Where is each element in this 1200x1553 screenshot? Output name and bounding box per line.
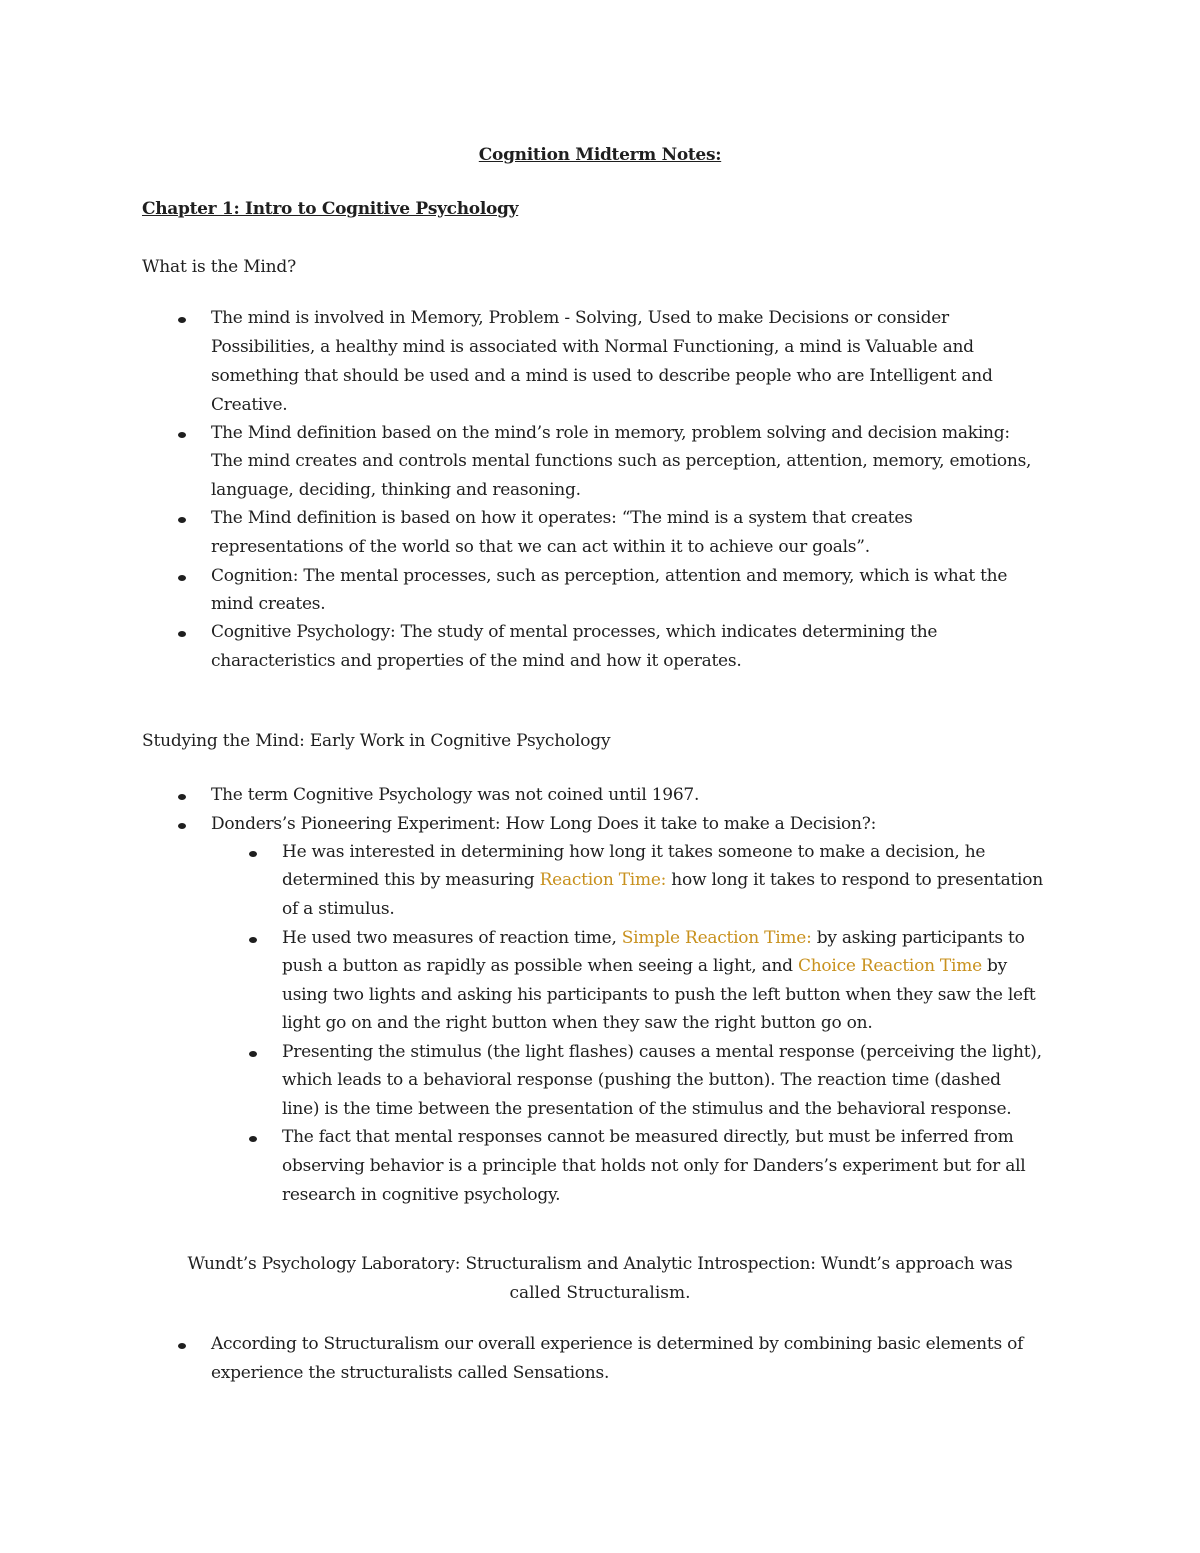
list-item-line: Possibilities, a healthy mind is associated with Normal Functioning, a mind is Valuable and bbox=[211, 337, 974, 357]
section-heading-wundt-cont: called Structuralism. bbox=[509, 1283, 691, 1303]
term-reaction-time: Reaction Time: bbox=[539, 870, 667, 890]
bullet-icon bbox=[178, 631, 186, 637]
list-item-line: Creative. bbox=[211, 395, 288, 415]
bullet-icon bbox=[178, 794, 186, 800]
bullet-icon bbox=[249, 1051, 257, 1057]
list-item-line: Donders’s Pioneering Experiment: How Long Does it take to make a Decision?: bbox=[211, 814, 877, 834]
text-run: how long it takes to respond to presentation bbox=[666, 870, 1043, 890]
list-item-line: representations of the world so that we can act within it to achieve our goals”. bbox=[211, 537, 870, 557]
list-item-line: Cognitive Psychology: The study of mental processes, which indicates determining the bbox=[211, 622, 938, 642]
bullet-icon bbox=[178, 1343, 186, 1349]
text-run: push a button as rapidly as possible when seeing a light, and bbox=[282, 956, 798, 976]
list-item-line: The mind creates and controls mental functions such as perception, attention, memory, emotions, bbox=[211, 451, 1032, 471]
list-item-line: mind creates. bbox=[211, 594, 326, 614]
list-item-line bbox=[282, 928, 1025, 948]
list-item-line: characteristics and properties of the mind and how it operates. bbox=[211, 651, 742, 671]
list-item-line: using two lights and asking his participants to push the left button when they saw the left bbox=[282, 985, 1036, 1005]
list-item-line: According to Structuralism our overall experience is determined by combining basic elements of bbox=[211, 1334, 1024, 1354]
list-item-line: experience the structuralists called Sensations. bbox=[211, 1363, 610, 1383]
term-simple-reaction-time: Simple Reaction Time: bbox=[621, 928, 812, 948]
list-item-line: He was interested in determining how long it takes someone to make a decision, he bbox=[282, 842, 986, 862]
bullet-icon bbox=[178, 517, 186, 523]
list-item-line: light go on and the right button when they saw the right button go on. bbox=[282, 1013, 873, 1033]
list-item-line: The Mind definition based on the mind’s role in memory, problem solving and decision making: bbox=[211, 423, 1010, 443]
bullet-icon bbox=[178, 575, 186, 581]
section-heading-studying-mind: Studying the Mind: Early Work in Cognitive Psychology bbox=[142, 731, 611, 751]
list-item-line: something that should be used and a mind is used to describe people who are Intelligent and bbox=[211, 366, 993, 386]
bullet-icon bbox=[249, 1136, 257, 1142]
list-item-line: The mind is involved in Memory, Problem - Solving, Used to make Decisions or consider bbox=[211, 308, 949, 328]
list-item-line: research in cognitive psychology. bbox=[282, 1185, 561, 1205]
bullet-icon bbox=[249, 851, 257, 857]
list-item-line: language, deciding, thinking and reasoning. bbox=[211, 480, 581, 500]
section-heading-wundt: Wundt’s Psychology Laboratory: Structuralism and Analytic Introspection: Wundt’s approach was bbox=[187, 1254, 1013, 1274]
text-run: He used two measures of reaction time, bbox=[282, 928, 622, 948]
list-item-line: Presenting the stimulus (the light flashes) causes a mental response (perceiving the light), bbox=[282, 1042, 1042, 1062]
list-item-line bbox=[282, 956, 1007, 976]
list-item-line: of a stimulus. bbox=[282, 899, 395, 919]
bullet-icon bbox=[178, 317, 186, 323]
bullet-icon bbox=[178, 823, 186, 829]
bullet-icon bbox=[178, 432, 186, 438]
text-run: by bbox=[981, 956, 1008, 976]
list-item-line bbox=[282, 870, 1043, 890]
term-choice-reaction-time: Choice Reaction Time bbox=[797, 956, 982, 976]
list-item-line: observing behavior is a principle that holds not only for Danders’s experiment but for all bbox=[282, 1156, 1026, 1176]
list-item-line: The fact that mental responses cannot be measured directly, but must be inferred from bbox=[282, 1127, 1014, 1147]
document-title: Cognition Midterm Notes: bbox=[478, 145, 722, 165]
list-item-line: The term Cognitive Psychology was not coined until 1967. bbox=[211, 785, 700, 805]
list-item-line: The Mind definition is based on how it operates: “The mind is a system that creates bbox=[211, 508, 913, 528]
list-item-line: line) is the time between the presentation of the stimulus and the behavioral response. bbox=[282, 1099, 1012, 1119]
bullet-icon bbox=[249, 937, 257, 943]
chapter-heading: Chapter 1: Intro to Cognitive Psychology bbox=[142, 199, 519, 219]
list-item-line: Cognition: The mental processes, such as perception, attention and memory, which is what the bbox=[211, 566, 1008, 586]
text-run: by asking participants to bbox=[811, 928, 1025, 948]
text-run: determined this by measuring bbox=[282, 870, 540, 890]
section-heading-what-is-mind: What is the Mind? bbox=[142, 257, 296, 277]
list-item-line: which leads to a behavioral response (pushing the button). The reaction time (dashed bbox=[282, 1070, 1001, 1090]
